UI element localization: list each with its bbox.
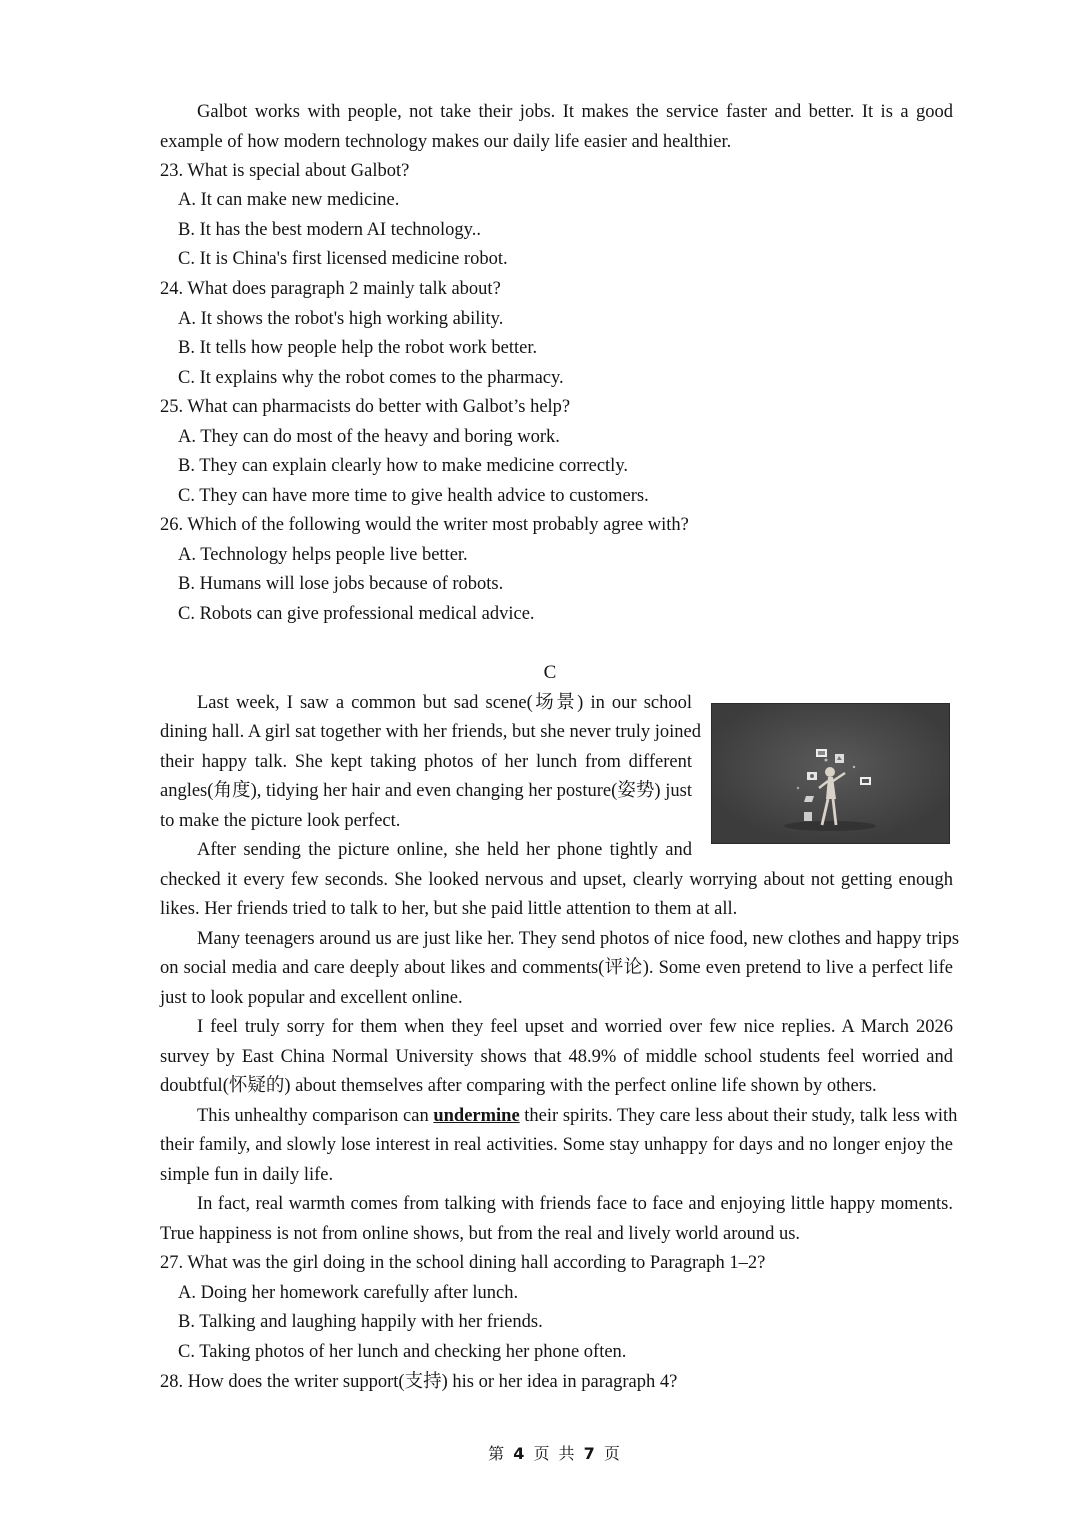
paragraph-1-line: Last week, I saw a common but sad scene(场景) in our school [197,693,692,713]
option-25b: B. They can explain clearly how to make medicine correctly. [178,456,628,476]
question-25: 25. What can pharmacists do better with Galbot’s help? [160,397,571,417]
paragraph-2-line: checked it every few seconds. She looked nervous and upset, clearly worrying about not getting enough [160,870,953,890]
footer-text: 页 [603,1444,622,1463]
option-26c: C. Robots can give professional medical advice. [178,604,535,624]
question-26: 26. Which of the following would the writer most probably agree with? [160,515,689,535]
paragraph-1-line: their happy talk. She kept taking photos of her lunch from different [160,752,692,772]
paragraph-3-line: Many teenagers around us are just like her. They send photos of nice food, new clothes and happy trips [197,929,960,949]
option-27b: B. Talking and laughing happily with her friends. [178,1312,543,1332]
paragraph-5-line: simple fun in daily life. [160,1165,334,1185]
paragraph-3-line: on social media and care deeply about likes and comments(评论). Some even pretend to live a perfect life [160,958,953,978]
question-23: 23. What is special about Galbot? [160,161,410,181]
option-26b: B. Humans will lose jobs because of robots. [178,574,504,594]
paragraph-2-line: After sending the picture online, she held her phone tightly and [197,840,692,860]
option-27a: A. Doing her homework carefully after lunch. [178,1283,519,1303]
option-23a: A. It can make new medicine. [178,190,400,210]
paragraph-4-line: I feel truly sorry for them when they feel upset and worried over few nice replies. A March 2026 [197,1017,953,1037]
option-27c: C. Taking photos of her lunch and checking her phone often. [178,1342,627,1362]
passage-b-line: Galbot works with people, not take their jobs. It makes the service faster and better. It is a good [197,102,953,122]
paragraph-4-line: survey by East China Normal University shows that 48.9% of middle school students feel worried and [160,1047,953,1067]
paragraph-5-text: This unhealthy comparison can [197,1106,434,1126]
paragraph-5-line: their family, and slowly lose interest in real activities. Some stay unhappy for days and no longer enjoy the [160,1135,953,1155]
paragraph-3-line: just to look popular and excellent online. [160,988,463,1008]
section-c-heading: C [543,662,557,683]
option-24c: C. It explains why the robot comes to the pharmacy. [178,368,564,388]
total-pages: 7 [583,1444,597,1463]
option-25c: C. They can have more time to give health advice to customers. [178,486,649,506]
paragraph-6-line: In fact, real warmth comes from talking with friends face to face and enjoying little happy moments. [197,1194,953,1214]
option-24b: B. It tells how people help the robot work better. [178,338,538,358]
option-23b: B. It has the best modern AI technology.. [178,220,481,240]
option-23c: C. It is China's first licensed medicine robot. [178,249,508,269]
question-27: 27. What was the girl doing in the school dining hall according to Paragraph 1–2? [160,1253,766,1273]
footer-text: 第 [488,1444,507,1463]
paragraph-4-line: doubtful(怀疑的) about themselves after comparing with the perfect online life shown by others. [160,1076,877,1096]
paragraph-1-line: dining hall. A girl sat together with her friends, but she never truly joined [160,722,702,742]
paragraph-1-line: to make the picture look perfect. [160,811,401,831]
underlined-keyword: undermine [433,1106,520,1126]
paragraph-2-line: likes. Her friends tried to talk to her, but she paid little attention to them at all. [160,899,738,919]
paragraph-1-line: angles(角度), tidying her hair and even changing her posture(姿势) just [160,781,692,801]
girl-with-floating-icons-illustration [712,704,949,843]
question-28: 28. How does the writer support(支持) his or her idea in paragraph 4? [160,1372,678,1392]
paragraph-5-text: their spirits. They care less about their study, talk less with [519,1106,958,1126]
question-24: 24. What does paragraph 2 mainly talk about? [160,279,501,299]
illustration-image [711,703,950,844]
page-footer [0,1441,1080,1464]
page-number: 4 [513,1444,527,1463]
paragraph-5-line [197,1102,958,1132]
paragraph-6-line: True happiness is not from online shows, but from the real and lively world around us. [160,1224,801,1244]
footer-text: 页 共 [533,1444,577,1463]
option-24a: A. It shows the robot's high working ability. [178,309,504,329]
option-25a: A. They can do most of the heavy and boring work. [178,427,560,447]
option-26a: A. Technology helps people live better. [178,545,468,565]
passage-b-line: example of how modern technology makes our daily life easier and healthier. [160,132,732,152]
